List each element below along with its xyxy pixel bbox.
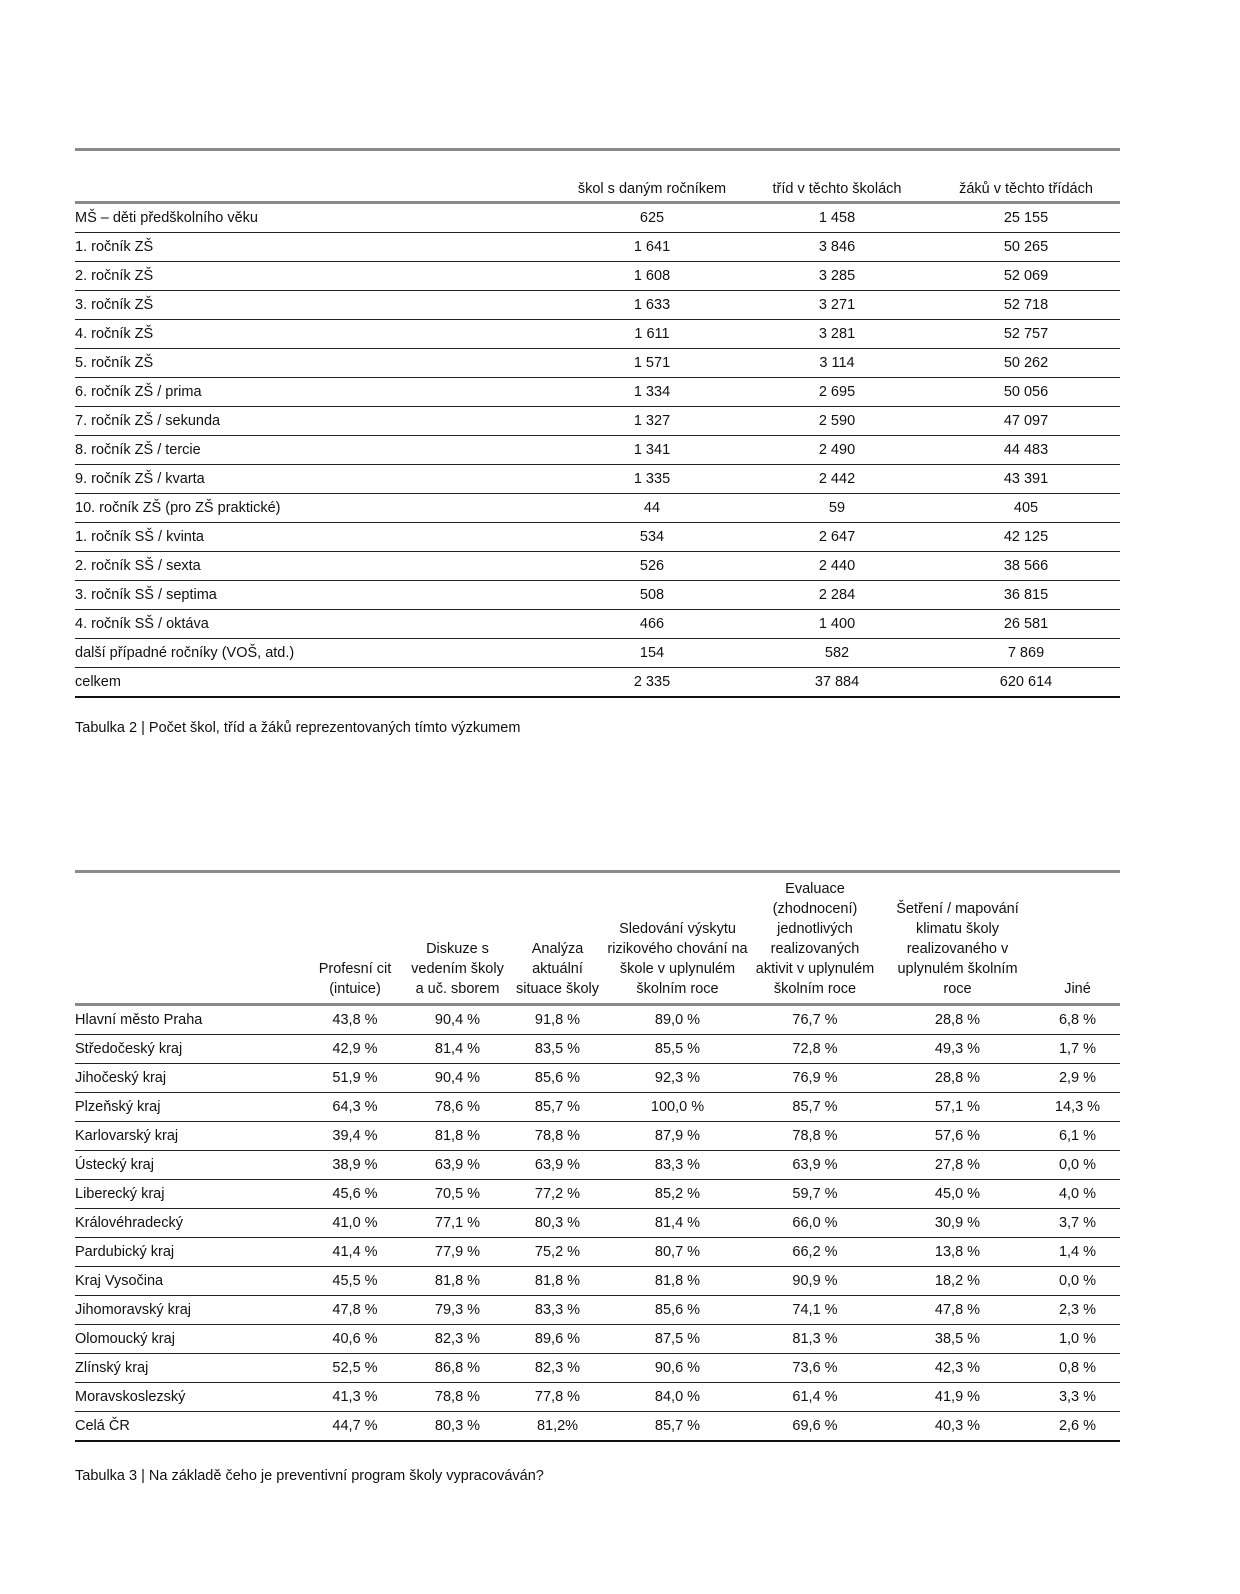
table-cell: 77,8 % xyxy=(510,1383,605,1412)
table-cell: 2 695 xyxy=(742,378,932,407)
table-cell: 52 718 xyxy=(932,291,1120,320)
table-row xyxy=(75,1267,1120,1296)
table-row xyxy=(75,1209,1120,1238)
table-cell: 1 458 xyxy=(742,203,932,233)
table-cell: 85,7 % xyxy=(510,1093,605,1122)
table-cell: 64,3 % xyxy=(305,1093,405,1122)
table-row xyxy=(75,203,1120,233)
table-cell: 45,0 % xyxy=(880,1180,1035,1209)
row-label: 5. ročník ZŠ xyxy=(75,349,562,378)
table-row xyxy=(75,1325,1120,1354)
table-cell: 72,8 % xyxy=(750,1035,880,1064)
table-cell: 620 614 xyxy=(932,668,1120,698)
table-cell: 2,9 % xyxy=(1035,1064,1120,1093)
table-cell: 87,5 % xyxy=(605,1325,750,1354)
row-label: 3. ročník SŠ / septima xyxy=(75,581,562,610)
table-cell: 2 440 xyxy=(742,552,932,581)
row-label: MŠ – děti předškolního věku xyxy=(75,203,562,233)
table-cell: 40,3 % xyxy=(880,1412,1035,1442)
table-cell: 1,4 % xyxy=(1035,1238,1120,1267)
table-cell: 38 566 xyxy=(932,552,1120,581)
table-cell: 85,2 % xyxy=(605,1180,750,1209)
table-cell: 43 391 xyxy=(932,465,1120,494)
table-row xyxy=(75,1238,1120,1267)
row-label: Liberecký kraj xyxy=(75,1180,305,1209)
table-row xyxy=(75,1383,1120,1412)
table-cell: 80,3 % xyxy=(510,1209,605,1238)
table-cell: 38,5 % xyxy=(880,1325,1035,1354)
column-header: Šetření / mapování klimatu školy realizovaného v uplynulém školním roce xyxy=(880,872,1035,1005)
table-cell: 25 155 xyxy=(932,203,1120,233)
table-cell: 2 490 xyxy=(742,436,932,465)
table-cell: 2 335 xyxy=(562,668,742,698)
table-cell: 41,4 % xyxy=(305,1238,405,1267)
table-cell: 57,1 % xyxy=(880,1093,1035,1122)
row-label: 3. ročník ZŠ xyxy=(75,291,562,320)
column-header: Diskuze s vedením školy a uč. sborem xyxy=(405,872,510,1005)
table-prevention-basis xyxy=(75,870,1120,1442)
table-cell: 50 056 xyxy=(932,378,1120,407)
table-cell: 27,8 % xyxy=(880,1151,1035,1180)
table-row xyxy=(75,494,1120,523)
row-label: celkem xyxy=(75,668,562,698)
table-cell: 59 xyxy=(742,494,932,523)
table-cell: 78,8 % xyxy=(750,1122,880,1151)
table-cell: 63,9 % xyxy=(510,1151,605,1180)
table-cell: 61,4 % xyxy=(750,1383,880,1412)
row-label: 2. ročník SŠ / sexta xyxy=(75,552,562,581)
table-school-counts xyxy=(75,148,1120,698)
table-cell: 2,6 % xyxy=(1035,1412,1120,1442)
table-cell: 69,6 % xyxy=(750,1412,880,1442)
table-cell: 526 xyxy=(562,552,742,581)
table-cell: 43,8 % xyxy=(305,1005,405,1035)
table-cell: 83,3 % xyxy=(605,1151,750,1180)
table-cell: 1 334 xyxy=(562,378,742,407)
table-row xyxy=(75,1093,1120,1122)
column-header xyxy=(75,872,305,1005)
table-cell: 81,3 % xyxy=(750,1325,880,1354)
table-cell: 75,2 % xyxy=(510,1238,605,1267)
table-cell: 81,8 % xyxy=(605,1267,750,1296)
table-row xyxy=(75,552,1120,581)
table-cell: 52 069 xyxy=(932,262,1120,291)
row-label: další případné ročníky (VOŠ, atd.) xyxy=(75,639,562,668)
table-cell: 52 757 xyxy=(932,320,1120,349)
table-cell: 2 647 xyxy=(742,523,932,552)
table-cell: 4,0 % xyxy=(1035,1180,1120,1209)
table-cell: 63,9 % xyxy=(750,1151,880,1180)
table-cell: 86,8 % xyxy=(405,1354,510,1383)
table-cell: 3 285 xyxy=(742,262,932,291)
row-label: Moravskoslezský xyxy=(75,1383,305,1412)
table-cell: 38,9 % xyxy=(305,1151,405,1180)
table-row xyxy=(75,320,1120,349)
table-cell: 6,8 % xyxy=(1035,1005,1120,1035)
table-row xyxy=(75,610,1120,639)
column-header: Profesní cit (intuice) xyxy=(305,872,405,1005)
table-cell: 28,8 % xyxy=(880,1005,1035,1035)
table-cell: 49,3 % xyxy=(880,1035,1035,1064)
table-cell: 50 265 xyxy=(932,233,1120,262)
table-cell: 0,8 % xyxy=(1035,1354,1120,1383)
table-row xyxy=(75,1064,1120,1093)
table-cell: 1,0 % xyxy=(1035,1325,1120,1354)
table-row xyxy=(75,581,1120,610)
row-label: 4. ročník ZŠ xyxy=(75,320,562,349)
table-cell: 42,3 % xyxy=(880,1354,1035,1383)
table-cell: 63,9 % xyxy=(405,1151,510,1180)
table-cell: 625 xyxy=(562,203,742,233)
table-cell: 3 846 xyxy=(742,233,932,262)
table-cell: 582 xyxy=(742,639,932,668)
row-label: 2. ročník ZŠ xyxy=(75,262,562,291)
table-cell: 1,7 % xyxy=(1035,1035,1120,1064)
table-cell: 82,3 % xyxy=(510,1354,605,1383)
table-cell: 28,8 % xyxy=(880,1064,1035,1093)
table-row xyxy=(75,407,1120,436)
table-cell: 81,8 % xyxy=(405,1122,510,1151)
table-row xyxy=(75,436,1120,465)
table-cell: 40,6 % xyxy=(305,1325,405,1354)
table-cell: 81,8 % xyxy=(405,1267,510,1296)
table-cell: 85,5 % xyxy=(605,1035,750,1064)
table-cell: 0,0 % xyxy=(1035,1151,1120,1180)
table-cell: 42 125 xyxy=(932,523,1120,552)
table-cell: 466 xyxy=(562,610,742,639)
table-cell: 90,9 % xyxy=(750,1267,880,1296)
table-cell: 37 884 xyxy=(742,668,932,698)
row-label: Pardubický kraj xyxy=(75,1238,305,1267)
table-cell: 90,6 % xyxy=(605,1354,750,1383)
table-cell: 3 281 xyxy=(742,320,932,349)
table-cell: 0,0 % xyxy=(1035,1267,1120,1296)
table2-caption: Tabulka 2 | Počet škol, tříd a žáků reprezentovaných tímto výzkumem xyxy=(75,720,521,736)
table-cell: 77,9 % xyxy=(405,1238,510,1267)
table-row xyxy=(75,291,1120,320)
table-row xyxy=(75,1412,1120,1442)
row-label: 9. ročník ZŠ / kvarta xyxy=(75,465,562,494)
table-cell: 81,2% xyxy=(510,1412,605,1442)
table-row xyxy=(75,668,1120,698)
table-cell: 36 815 xyxy=(932,581,1120,610)
table-cell: 405 xyxy=(932,494,1120,523)
table-cell: 89,6 % xyxy=(510,1325,605,1354)
table-cell: 91,8 % xyxy=(510,1005,605,1035)
table-cell: 2,3 % xyxy=(1035,1296,1120,1325)
table-cell: 51,9 % xyxy=(305,1064,405,1093)
row-label: Plzeňský kraj xyxy=(75,1093,305,1122)
table-cell: 85,7 % xyxy=(750,1093,880,1122)
column-header: Sledování výskytu rizikového chování na škole v uplynulém školním roce xyxy=(605,872,750,1005)
table-cell: 1 641 xyxy=(562,233,742,262)
table-cell: 44 xyxy=(562,494,742,523)
table-cell: 76,7 % xyxy=(750,1005,880,1035)
table-cell: 26 581 xyxy=(932,610,1120,639)
row-label: 6. ročník ZŠ / prima xyxy=(75,378,562,407)
row-label: 10. ročník ZŠ (pro ZŠ praktické) xyxy=(75,494,562,523)
table-cell: 80,3 % xyxy=(405,1412,510,1442)
table-cell: 42,9 % xyxy=(305,1035,405,1064)
table-cell: 41,0 % xyxy=(305,1209,405,1238)
table-cell: 84,0 % xyxy=(605,1383,750,1412)
table-row xyxy=(75,465,1120,494)
table-row xyxy=(75,1296,1120,1325)
table-cell: 1 608 xyxy=(562,262,742,291)
table-row xyxy=(75,1180,1120,1209)
table-row xyxy=(75,639,1120,668)
row-label: Jihočeský kraj xyxy=(75,1064,305,1093)
column-header: Jiné xyxy=(1035,872,1120,1005)
table-cell: 47,8 % xyxy=(305,1296,405,1325)
row-label: 8. ročník ZŠ / tercie xyxy=(75,436,562,465)
table-cell: 79,3 % xyxy=(405,1296,510,1325)
table-cell: 7 869 xyxy=(932,639,1120,668)
column-header: Evaluace (zhodnocení) jednotlivých realizovaných aktivit v uplynulém školním roce xyxy=(750,872,880,1005)
table-cell: 81,8 % xyxy=(510,1267,605,1296)
row-label: Jihomoravský kraj xyxy=(75,1296,305,1325)
table-cell: 30,9 % xyxy=(880,1209,1035,1238)
table-cell: 66,0 % xyxy=(750,1209,880,1238)
table-cell: 85,6 % xyxy=(605,1296,750,1325)
column-header: žáků v těchto třídách xyxy=(932,150,1120,203)
table-cell: 83,5 % xyxy=(510,1035,605,1064)
table-cell: 90,4 % xyxy=(405,1064,510,1093)
table-cell: 87,9 % xyxy=(605,1122,750,1151)
table-cell: 41,3 % xyxy=(305,1383,405,1412)
table3-caption: Tabulka 3 | Na základě čeho je preventivní program školy vypracováván? xyxy=(75,1468,544,1484)
table-cell: 41,9 % xyxy=(880,1383,1035,1412)
table-row xyxy=(75,378,1120,407)
table-cell: 1 611 xyxy=(562,320,742,349)
table-cell: 82,3 % xyxy=(405,1325,510,1354)
table-cell: 3,7 % xyxy=(1035,1209,1120,1238)
row-label: 1. ročník ZŠ xyxy=(75,233,562,262)
table-cell: 2 284 xyxy=(742,581,932,610)
table-cell: 44 483 xyxy=(932,436,1120,465)
table-cell: 59,7 % xyxy=(750,1180,880,1209)
table-cell: 2 442 xyxy=(742,465,932,494)
table-row xyxy=(75,1005,1120,1035)
table-cell: 2 590 xyxy=(742,407,932,436)
table-row xyxy=(75,1151,1120,1180)
table-cell: 81,4 % xyxy=(405,1035,510,1064)
table-cell: 80,7 % xyxy=(605,1238,750,1267)
table-cell: 534 xyxy=(562,523,742,552)
table-cell: 50 262 xyxy=(932,349,1120,378)
column-header: Analýza aktuální situace školy xyxy=(510,872,605,1005)
table-cell: 77,1 % xyxy=(405,1209,510,1238)
row-label: Středočeský kraj xyxy=(75,1035,305,1064)
table-cell: 45,5 % xyxy=(305,1267,405,1296)
table-cell: 81,4 % xyxy=(605,1209,750,1238)
table-cell: 39,4 % xyxy=(305,1122,405,1151)
table-cell: 66,2 % xyxy=(750,1238,880,1267)
column-header: škol s daným ročníkem xyxy=(562,150,742,203)
table-row xyxy=(75,1035,1120,1064)
table-cell: 100,0 % xyxy=(605,1093,750,1122)
table-cell: 47 097 xyxy=(932,407,1120,436)
row-label: Hlavní město Praha xyxy=(75,1005,305,1035)
row-label: Královéhradecký xyxy=(75,1209,305,1238)
table-row xyxy=(75,1122,1120,1151)
table-row xyxy=(75,349,1120,378)
table-cell: 85,7 % xyxy=(605,1412,750,1442)
table-cell: 78,8 % xyxy=(405,1383,510,1412)
table-cell: 154 xyxy=(562,639,742,668)
row-label: Olomoucký kraj xyxy=(75,1325,305,1354)
table-cell: 3,3 % xyxy=(1035,1383,1120,1412)
column-header xyxy=(75,150,562,203)
table-row xyxy=(75,1354,1120,1383)
row-label: Celá ČR xyxy=(75,1412,305,1442)
table-cell: 90,4 % xyxy=(405,1005,510,1035)
table-row xyxy=(75,262,1120,291)
table-cell: 74,1 % xyxy=(750,1296,880,1325)
table-cell: 77,2 % xyxy=(510,1180,605,1209)
table-cell: 92,3 % xyxy=(605,1064,750,1093)
table-cell: 3 114 xyxy=(742,349,932,378)
table-cell: 1 327 xyxy=(562,407,742,436)
table-cell: 70,5 % xyxy=(405,1180,510,1209)
table-cell: 6,1 % xyxy=(1035,1122,1120,1151)
table-cell: 1 633 xyxy=(562,291,742,320)
table-cell: 57,6 % xyxy=(880,1122,1035,1151)
table-cell: 18,2 % xyxy=(880,1267,1035,1296)
row-label: Ústecký kraj xyxy=(75,1151,305,1180)
row-label: 4. ročník SŠ / oktáva xyxy=(75,610,562,639)
table-cell: 508 xyxy=(562,581,742,610)
table-cell: 45,6 % xyxy=(305,1180,405,1209)
table-cell: 76,9 % xyxy=(750,1064,880,1093)
table-cell: 14,3 % xyxy=(1035,1093,1120,1122)
table-cell: 1 571 xyxy=(562,349,742,378)
row-label: 7. ročník ZŠ / sekunda xyxy=(75,407,562,436)
table-cell: 89,0 % xyxy=(605,1005,750,1035)
table-cell: 13,8 % xyxy=(880,1238,1035,1267)
row-label: Karlovarský kraj xyxy=(75,1122,305,1151)
table-row xyxy=(75,523,1120,552)
table-cell: 3 271 xyxy=(742,291,932,320)
table-cell: 1 400 xyxy=(742,610,932,639)
table-cell: 83,3 % xyxy=(510,1296,605,1325)
table-cell: 85,6 % xyxy=(510,1064,605,1093)
row-label: 1. ročník SŠ / kvinta xyxy=(75,523,562,552)
column-header: tříd v těchto školách xyxy=(742,150,932,203)
table-cell: 47,8 % xyxy=(880,1296,1035,1325)
table-cell: 52,5 % xyxy=(305,1354,405,1383)
table-cell: 1 335 xyxy=(562,465,742,494)
row-label: Kraj Vysočina xyxy=(75,1267,305,1296)
table-cell: 73,6 % xyxy=(750,1354,880,1383)
table-cell: 78,6 % xyxy=(405,1093,510,1122)
table-row xyxy=(75,233,1120,262)
table-cell: 78,8 % xyxy=(510,1122,605,1151)
table-cell: 1 341 xyxy=(562,436,742,465)
table-cell: 44,7 % xyxy=(305,1412,405,1442)
row-label: Zlínský kraj xyxy=(75,1354,305,1383)
